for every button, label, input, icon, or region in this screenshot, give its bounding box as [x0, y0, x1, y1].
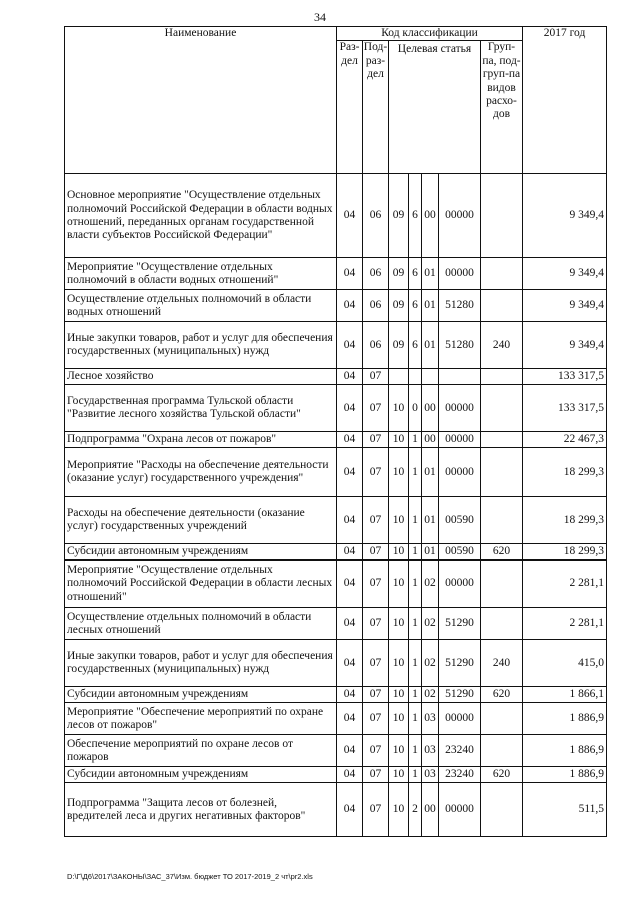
- row-program: 10: [389, 385, 409, 432]
- row-subprogram: 1: [409, 640, 422, 687]
- row-event: 03: [422, 703, 439, 735]
- row-expense-group: [481, 369, 523, 385]
- row-event: 02: [422, 608, 439, 640]
- row-amount: 511,5: [523, 783, 607, 837]
- row-subsection: 07: [363, 608, 389, 640]
- row-amount: 133 317,5: [523, 369, 607, 385]
- row-subsection: 06: [363, 290, 389, 322]
- row-direction: 23240: [439, 735, 481, 767]
- row-section: 04: [337, 544, 363, 560]
- table-row: [65, 735, 607, 767]
- row-subprogram: 1: [409, 448, 422, 497]
- row-amount: 22 467,3: [523, 432, 607, 448]
- row-section: 04: [337, 448, 363, 497]
- row-name: Мероприятие "Расходы на обеспечение деятельности (оказание услуг) государственного учреждения": [65, 448, 337, 497]
- row-direction: 51290: [439, 687, 481, 703]
- row-amount: 9 349,4: [523, 174, 607, 258]
- row-expense-group: [481, 290, 523, 322]
- table-row: [65, 385, 607, 432]
- row-expense-group: [481, 448, 523, 497]
- row-event: 00: [422, 432, 439, 448]
- row-event: 02: [422, 640, 439, 687]
- row-subprogram: 2: [409, 783, 422, 837]
- row-direction: 00000: [439, 432, 481, 448]
- row-section: 04: [337, 767, 363, 783]
- row-subprogram: 1: [409, 608, 422, 640]
- row-subsection: 07: [363, 560, 389, 608]
- row-program: 09: [389, 258, 409, 290]
- row-subsection: 07: [363, 432, 389, 448]
- row-amount: 2 281,1: [523, 608, 607, 640]
- row-name: Осуществление отдельных полномочий в области лесных отношений: [65, 608, 337, 640]
- row-program: 09: [389, 290, 409, 322]
- row-direction: 00000: [439, 258, 481, 290]
- row-section: 04: [337, 687, 363, 703]
- row-subprogram: 0: [409, 385, 422, 432]
- row-direction: 00000: [439, 174, 481, 258]
- table-row: [65, 687, 607, 703]
- row-subprogram: 1: [409, 560, 422, 608]
- row-section: 04: [337, 735, 363, 767]
- row-event: 00: [422, 783, 439, 837]
- row-name: Осуществление отдельных полномочий в области водных отношений: [65, 290, 337, 322]
- row-name: Мероприятие "Обеспечение мероприятий по охране лесов от пожаров": [65, 703, 337, 735]
- row-subsection: 07: [363, 385, 389, 432]
- row-subprogram: [409, 369, 422, 385]
- row-amount: 9 349,4: [523, 290, 607, 322]
- header-classification: Код классификации: [337, 27, 523, 41]
- table-row: [65, 767, 607, 783]
- row-expense-group: 240: [481, 640, 523, 687]
- row-section: 04: [337, 703, 363, 735]
- row-subprogram: 1: [409, 735, 422, 767]
- row-expense-group: [481, 385, 523, 432]
- row-direction: 00000: [439, 783, 481, 837]
- row-program: 10: [389, 497, 409, 544]
- row-name: Подпрограмма "Защита лесов от болезней, вредителей леса и других негативных факторов": [65, 783, 337, 837]
- row-event: 00: [422, 174, 439, 258]
- row-program: 10: [389, 432, 409, 448]
- row-subsection: 07: [363, 497, 389, 544]
- row-program: 10: [389, 783, 409, 837]
- row-name: Субсидии автономным учреждениям: [65, 544, 337, 560]
- row-program: 10: [389, 608, 409, 640]
- row-name: Мероприятие "Осуществление отдельных полномочий Российской Федерации в области лесных отношений": [65, 560, 337, 608]
- row-event: 01: [422, 448, 439, 497]
- table-row: [65, 783, 607, 837]
- row-section: 04: [337, 174, 363, 258]
- row-direction: 51290: [439, 640, 481, 687]
- row-name: Иные закупки товаров, работ и услуг для обеспечения государственных (муниципальных) нужд: [65, 640, 337, 687]
- row-subprogram: 6: [409, 174, 422, 258]
- row-subsection: 07: [363, 767, 389, 783]
- row-expense-group: [481, 497, 523, 544]
- row-program: 10: [389, 640, 409, 687]
- row-program: 10: [389, 735, 409, 767]
- row-subprogram: 6: [409, 258, 422, 290]
- header-subsection: Под-раз-дел: [363, 41, 389, 174]
- row-expense-group: [481, 703, 523, 735]
- row-subsection: 07: [363, 783, 389, 837]
- row-amount: 9 349,4: [523, 322, 607, 369]
- table-row: [65, 640, 607, 687]
- row-event: 03: [422, 735, 439, 767]
- row-event: 01: [422, 322, 439, 369]
- row-program: 09: [389, 174, 409, 258]
- row-subsection: 07: [363, 640, 389, 687]
- file-path: D:\Г\Д6\2017\ЗАКОНЫ\ЗАС_37\Изм. бюджет ТО 2017-2019_2 чт\pr2.xls: [67, 872, 313, 881]
- row-direction: 00000: [439, 703, 481, 735]
- row-subprogram: 6: [409, 322, 422, 369]
- row-name: Подпрограмма "Охрана лесов от пожаров": [65, 432, 337, 448]
- row-subsection: 07: [363, 735, 389, 767]
- row-amount: 1 886,9: [523, 767, 607, 783]
- row-amount: 9 349,4: [523, 258, 607, 290]
- row-name: Государственная программа Тульской области "Развитие лесного хозяйства Тульской области": [65, 385, 337, 432]
- row-program: 10: [389, 687, 409, 703]
- table-row: [65, 369, 607, 385]
- row-expense-group: [481, 432, 523, 448]
- row-expense-group: [481, 258, 523, 290]
- header-expense-group: Груп-па, под-груп-па видов расхо-дов: [481, 41, 523, 174]
- row-subprogram: 1: [409, 767, 422, 783]
- row-subprogram: 6: [409, 290, 422, 322]
- row-subsection: 07: [363, 687, 389, 703]
- row-program: 10: [389, 767, 409, 783]
- row-direction: 00000: [439, 448, 481, 497]
- row-name: Расходы на обеспечение деятельности (оказание услуг) государственных учреждений: [65, 497, 337, 544]
- row-section: 04: [337, 608, 363, 640]
- row-name: Субсидии автономным учреждениям: [65, 687, 337, 703]
- row-subprogram: 1: [409, 703, 422, 735]
- table-row: [65, 703, 607, 735]
- row-expense-group: [481, 608, 523, 640]
- budget-table: [64, 26, 607, 837]
- row-section: 04: [337, 497, 363, 544]
- row-direction: 51290: [439, 608, 481, 640]
- row-name: Основное мероприятие "Осуществление отдельных полномочий Российской Федерации в области водных отношений, переданных органам государственной власти субъектов Российской Федерации": [65, 174, 337, 258]
- row-subsection: 06: [363, 258, 389, 290]
- row-section: 04: [337, 432, 363, 448]
- row-expense-group: [481, 735, 523, 767]
- row-amount: 18 299,3: [523, 448, 607, 497]
- row-amount: 2 281,1: [523, 560, 607, 608]
- row-section: 04: [337, 640, 363, 687]
- row-direction: 00000: [439, 560, 481, 608]
- header-section: Раз-дел: [337, 41, 363, 174]
- table-row: [65, 560, 607, 608]
- row-program: 10: [389, 703, 409, 735]
- row-event: 02: [422, 687, 439, 703]
- header-target-item: Целевая статья: [389, 41, 481, 174]
- row-event: 02: [422, 560, 439, 608]
- row-amount: 1 866,1: [523, 687, 607, 703]
- table-row: [65, 322, 607, 369]
- row-event: 01: [422, 497, 439, 544]
- page-number: 34: [314, 10, 326, 24]
- row-event: 01: [422, 290, 439, 322]
- table-row: [65, 432, 607, 448]
- row-amount: 415,0: [523, 640, 607, 687]
- row-amount: 18 299,3: [523, 497, 607, 544]
- row-section: 04: [337, 369, 363, 385]
- row-program: 10: [389, 544, 409, 560]
- row-section: 04: [337, 560, 363, 608]
- row-name: Обеспечение мероприятий по охране лесов от пожаров: [65, 735, 337, 767]
- row-subprogram: 1: [409, 497, 422, 544]
- row-event: 01: [422, 544, 439, 560]
- row-direction: 51280: [439, 322, 481, 369]
- row-event: 00: [422, 385, 439, 432]
- row-amount: 18 299,3: [523, 544, 607, 560]
- table-row: [65, 258, 607, 290]
- row-program: [389, 369, 409, 385]
- row-amount: 1 886,9: [523, 735, 607, 767]
- row-subsection: 07: [363, 544, 389, 560]
- row-expense-group: [481, 783, 523, 837]
- row-section: 04: [337, 385, 363, 432]
- row-program: 09: [389, 322, 409, 369]
- table-row: [65, 544, 607, 560]
- row-direction: 00000: [439, 385, 481, 432]
- row-subsection: 07: [363, 369, 389, 385]
- row-program: 10: [389, 448, 409, 497]
- row-subsection: 06: [363, 322, 389, 369]
- row-section: 04: [337, 258, 363, 290]
- row-program: 10: [389, 560, 409, 608]
- row-section: 04: [337, 290, 363, 322]
- row-direction: 00590: [439, 497, 481, 544]
- row-event: 03: [422, 767, 439, 783]
- row-direction: 00590: [439, 544, 481, 560]
- row-section: 04: [337, 783, 363, 837]
- row-name: Мероприятие "Осуществление отдельных полномочий в области водных отношений": [65, 258, 337, 290]
- row-subprogram: 1: [409, 544, 422, 560]
- table-row: [65, 608, 607, 640]
- row-expense-group: [481, 174, 523, 258]
- row-direction: 51280: [439, 290, 481, 322]
- row-subsection: 07: [363, 703, 389, 735]
- row-expense-group: 240: [481, 322, 523, 369]
- header-name: Наименование: [65, 27, 337, 174]
- table-row: [65, 497, 607, 544]
- row-name: Субсидии автономным учреждениям: [65, 767, 337, 783]
- row-direction: [439, 369, 481, 385]
- row-subprogram: 1: [409, 432, 422, 448]
- row-expense-group: [481, 560, 523, 608]
- row-expense-group: 620: [481, 544, 523, 560]
- row-expense-group: 620: [481, 687, 523, 703]
- row-name: Иные закупки товаров, работ и услуг для обеспечения государственных (муниципальных) нужд: [65, 322, 337, 369]
- row-direction: 23240: [439, 767, 481, 783]
- row-event: [422, 369, 439, 385]
- table-row: [65, 448, 607, 497]
- row-subprogram: 1: [409, 687, 422, 703]
- row-subsection: 06: [363, 174, 389, 258]
- row-amount: 133 317,5: [523, 385, 607, 432]
- table-row: [65, 290, 607, 322]
- row-expense-group: 620: [481, 767, 523, 783]
- row-subsection: 07: [363, 448, 389, 497]
- table-body: [65, 174, 607, 837]
- row-amount: 1 886,9: [523, 703, 607, 735]
- table-row: [65, 174, 607, 258]
- header-year: 2017 год: [523, 27, 607, 174]
- row-name: Лесное хозяйство: [65, 369, 337, 385]
- row-section: 04: [337, 322, 363, 369]
- row-event: 01: [422, 258, 439, 290]
